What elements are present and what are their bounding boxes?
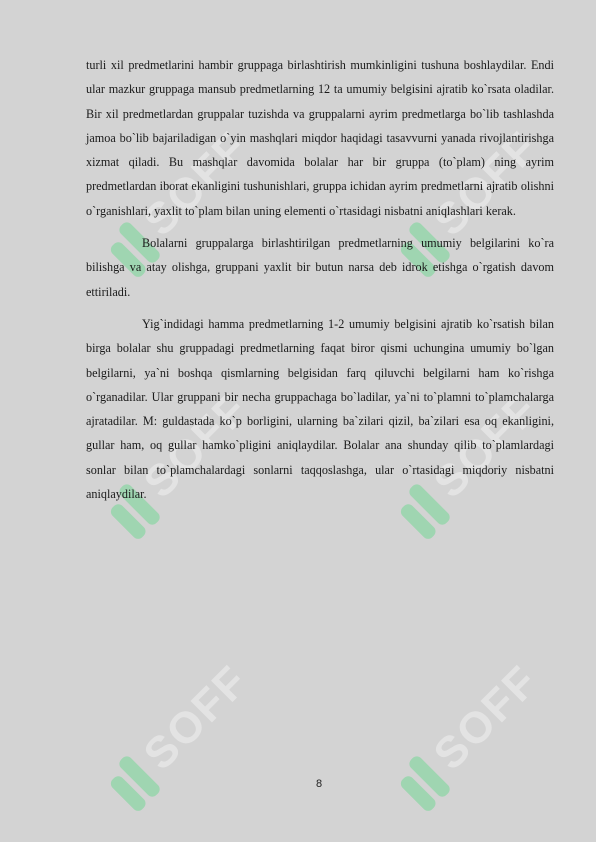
watermark-text: SOFF (134, 656, 258, 780)
watermark-logo-6 (362, 656, 572, 792)
watermark-logo-5 (72, 656, 282, 792)
watermark-text: SOFF (424, 122, 548, 246)
paragraph-2: Bolalarni gruppalarga birlashtirilgan predmetlarning umumiy belgilarini ko`ra bilishga va atay olishga, gruppani yaxlit bir butun narsa deb idrok etishga o`rgatish davom ettiriladi. (86, 236, 554, 299)
watermark-text: SOFF (134, 122, 258, 246)
document-body (86, 53, 554, 506)
paragraph-1: turli xil predmetlarini hambir gruppaga birlashtirish mumkinligini tushuna boshlaydilar. Endi ular mazkur gruppaga mansub predmetlarning 12 ta umumiy belgisini ajratib ko`rsata oladilar. Bir xil predmetlardan gruppalar tuzishda va gruppalarni ayrim predmetlarga bo`lib tashlashda jamoa bo`lib bajariladigan o`yin mashqlari miqdor haqidagi tasavvurni yanada rivojlantirishga xizmat qiladi. Bu mashqlar davomida bolalar har bir gruppa (to`plam) ning ayrim predmetlardan iborat ekanligini tushunishlari, gruppa ichidan ayrim predmetlarni ajratib olishni o`rganishlari, yaxlit to`plam bilan uning elementi o`rtasidagi nisbatni aniqlashlari kerak. (86, 58, 554, 218)
watermark-text: SOFF (134, 384, 258, 508)
paragraph-3: Yig`indidagi hamma predmetlarning 1-2 umumiy belgisini ajratib ko`rsatish bilan birga bolalar shu gruppadagi predmetlarning faqat biror qismi uchungina umumiy bo`lgan belgilarni, ya`ni boshqa qismlarning belgisidan farq qiluvchi belgilarni ham ko`rishga o`rganadilar. Ular gruppani bir necha gruppachaga bo`ladilar, ya`ni to`plamni to`plamchalarga ajratadilar. M: guldastada ko`p borligini, ularning ba`zilari qizil, ba`zilari esa oq ekanligini, gullar ham, oq gullar hamko`pligini aniqlaydilar. Bolalar ana shunday qilib to`plamlardagi sonlar bilan to`plamchalardagi sonlarni taqqoslashga, ular o`rtasidagi miqdoriy nisbatni aniqlaydilar. (86, 316, 554, 502)
watermark-text: SOFF (424, 656, 548, 780)
soff-logo-icon (72, 656, 282, 792)
soff-logo-icon (362, 656, 572, 792)
page-number: 8 (315, 778, 323, 790)
watermark-text: SOFF (424, 384, 548, 508)
